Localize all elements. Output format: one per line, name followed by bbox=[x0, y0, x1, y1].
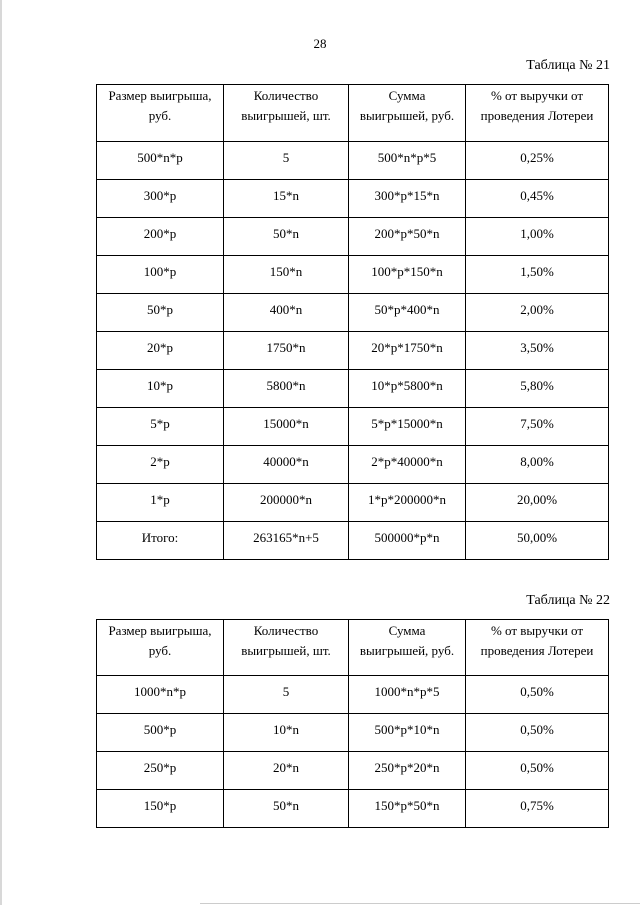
table-row bbox=[97, 180, 609, 218]
cell-prize-size: 300*p bbox=[97, 180, 224, 218]
cell-revenue-percent: 3,50% bbox=[466, 332, 609, 370]
cell-prize-count: 263165*n+5 bbox=[224, 522, 349, 560]
table-row bbox=[97, 408, 609, 446]
cell-revenue-percent: 20,00% bbox=[466, 484, 609, 522]
cell-prize-sum: 10*p*5800*n bbox=[349, 370, 466, 408]
header-prize-size: Размер выигрыша, руб. bbox=[97, 85, 224, 142]
cell-prize-count: 40000*n bbox=[224, 446, 349, 484]
cell-prize-sum: 500*p*10*n bbox=[349, 714, 466, 752]
cell-revenue-percent: 0,45% bbox=[466, 180, 609, 218]
cell-revenue-percent: 0,75% bbox=[466, 790, 609, 828]
cell-prize-count: 5 bbox=[224, 142, 349, 180]
header-revenue-percent: % от выручки от проведения Лотереи bbox=[466, 85, 609, 142]
cell-revenue-percent: 1,00% bbox=[466, 218, 609, 256]
header-prize-count: Количество выигрышей, шт. bbox=[224, 85, 349, 142]
table-row bbox=[97, 142, 609, 180]
table-header-row bbox=[97, 85, 609, 142]
cell-revenue-percent: 0,50% bbox=[466, 676, 609, 714]
cell-prize-sum: 1*p*200000*n bbox=[349, 484, 466, 522]
scan-bottom-edge bbox=[200, 903, 640, 904]
cell-prize-sum: 1000*n*p*5 bbox=[349, 676, 466, 714]
cell-revenue-percent: 7,50% bbox=[466, 408, 609, 446]
table-row bbox=[97, 714, 609, 752]
table-row bbox=[97, 446, 609, 484]
cell-prize-size: 250*p bbox=[97, 752, 224, 790]
cell-prize-sum: 100*p*150*n bbox=[349, 256, 466, 294]
cell-revenue-percent: 0,50% bbox=[466, 714, 609, 752]
page-number: 28 bbox=[313, 36, 327, 51]
cell-revenue-percent: 8,00% bbox=[466, 446, 609, 484]
cell-prize-size: 10*p bbox=[97, 370, 224, 408]
cell-prize-count: 5800*n bbox=[224, 370, 349, 408]
prize-table-21 bbox=[96, 84, 609, 560]
cell-prize-count: 5 bbox=[224, 676, 349, 714]
table-21-caption: Таблица № 21 bbox=[526, 58, 610, 73]
cell-revenue-percent: 0,50% bbox=[466, 752, 609, 790]
table-row bbox=[97, 484, 609, 522]
cell-prize-size: 200*p bbox=[97, 218, 224, 256]
header-prize-sum: Сумма выигрышей, руб. bbox=[349, 620, 466, 676]
table-row bbox=[97, 332, 609, 370]
cell-prize-count: 400*n bbox=[224, 294, 349, 332]
cell-revenue-percent: 0,25% bbox=[466, 142, 609, 180]
cell-prize-sum: 250*p*20*n bbox=[349, 752, 466, 790]
cell-prize-count: 10*n bbox=[224, 714, 349, 752]
header-prize-size: Размер выигрыша, руб. bbox=[97, 620, 224, 676]
cell-prize-count: 15000*n bbox=[224, 408, 349, 446]
cell-prize-sum: 5*p*15000*n bbox=[349, 408, 466, 446]
cell-prize-size: 20*p bbox=[97, 332, 224, 370]
cell-prize-size: 1000*n*p bbox=[97, 676, 224, 714]
cell-revenue-percent: 1,50% bbox=[466, 256, 609, 294]
table-row bbox=[97, 790, 609, 828]
table-row bbox=[97, 218, 609, 256]
header-prize-count: Количество выигрышей, шт. bbox=[224, 620, 349, 676]
cell-prize-sum: 2*p*40000*n bbox=[349, 446, 466, 484]
cell-prize-sum: 200*p*50*n bbox=[349, 218, 466, 256]
scan-edge bbox=[0, 0, 2, 905]
cell-prize-sum: 150*p*50*n bbox=[349, 790, 466, 828]
table-row bbox=[97, 256, 609, 294]
table-row bbox=[97, 752, 609, 790]
cell-revenue-percent: 2,00% bbox=[466, 294, 609, 332]
cell-prize-sum: 500000*p*n bbox=[349, 522, 466, 560]
cell-prize-count: 1750*n bbox=[224, 332, 349, 370]
cell-prize-sum: 300*p*15*n bbox=[349, 180, 466, 218]
cell-prize-size: 100*p bbox=[97, 256, 224, 294]
table-row bbox=[97, 294, 609, 332]
cell-prize-count: 50*n bbox=[224, 790, 349, 828]
cell-prize-size: 2*p bbox=[97, 446, 224, 484]
cell-prize-count: 200000*n bbox=[224, 484, 349, 522]
cell-revenue-percent: 5,80% bbox=[466, 370, 609, 408]
cell-prize-size: 500*n*p bbox=[97, 142, 224, 180]
cell-prize-count: 20*n bbox=[224, 752, 349, 790]
table-header-row bbox=[97, 620, 609, 676]
cell-prize-sum: 20*p*1750*n bbox=[349, 332, 466, 370]
cell-revenue-percent: 50,00% bbox=[466, 522, 609, 560]
cell-prize-count: 150*n bbox=[224, 256, 349, 294]
header-prize-sum: Сумма выигрышей, руб. bbox=[349, 85, 466, 142]
table-22-caption: Таблица № 22 bbox=[526, 593, 610, 608]
cell-prize-size: Итого: bbox=[97, 522, 224, 560]
cell-prize-count: 50*n bbox=[224, 218, 349, 256]
cell-prize-size: 1*p bbox=[97, 484, 224, 522]
cell-prize-size: 150*p bbox=[97, 790, 224, 828]
cell-prize-count: 15*n bbox=[224, 180, 349, 218]
header-revenue-percent: % от выручки от проведения Лотереи bbox=[466, 620, 609, 676]
cell-prize-size: 50*p bbox=[97, 294, 224, 332]
cell-prize-sum: 500*n*p*5 bbox=[349, 142, 466, 180]
cell-prize-sum: 50*p*400*n bbox=[349, 294, 466, 332]
cell-prize-size: 500*p bbox=[97, 714, 224, 752]
table-row bbox=[97, 370, 609, 408]
table-row bbox=[97, 676, 609, 714]
prize-table-22 bbox=[96, 619, 609, 828]
cell-prize-size: 5*p bbox=[97, 408, 224, 446]
table-row bbox=[97, 522, 609, 560]
